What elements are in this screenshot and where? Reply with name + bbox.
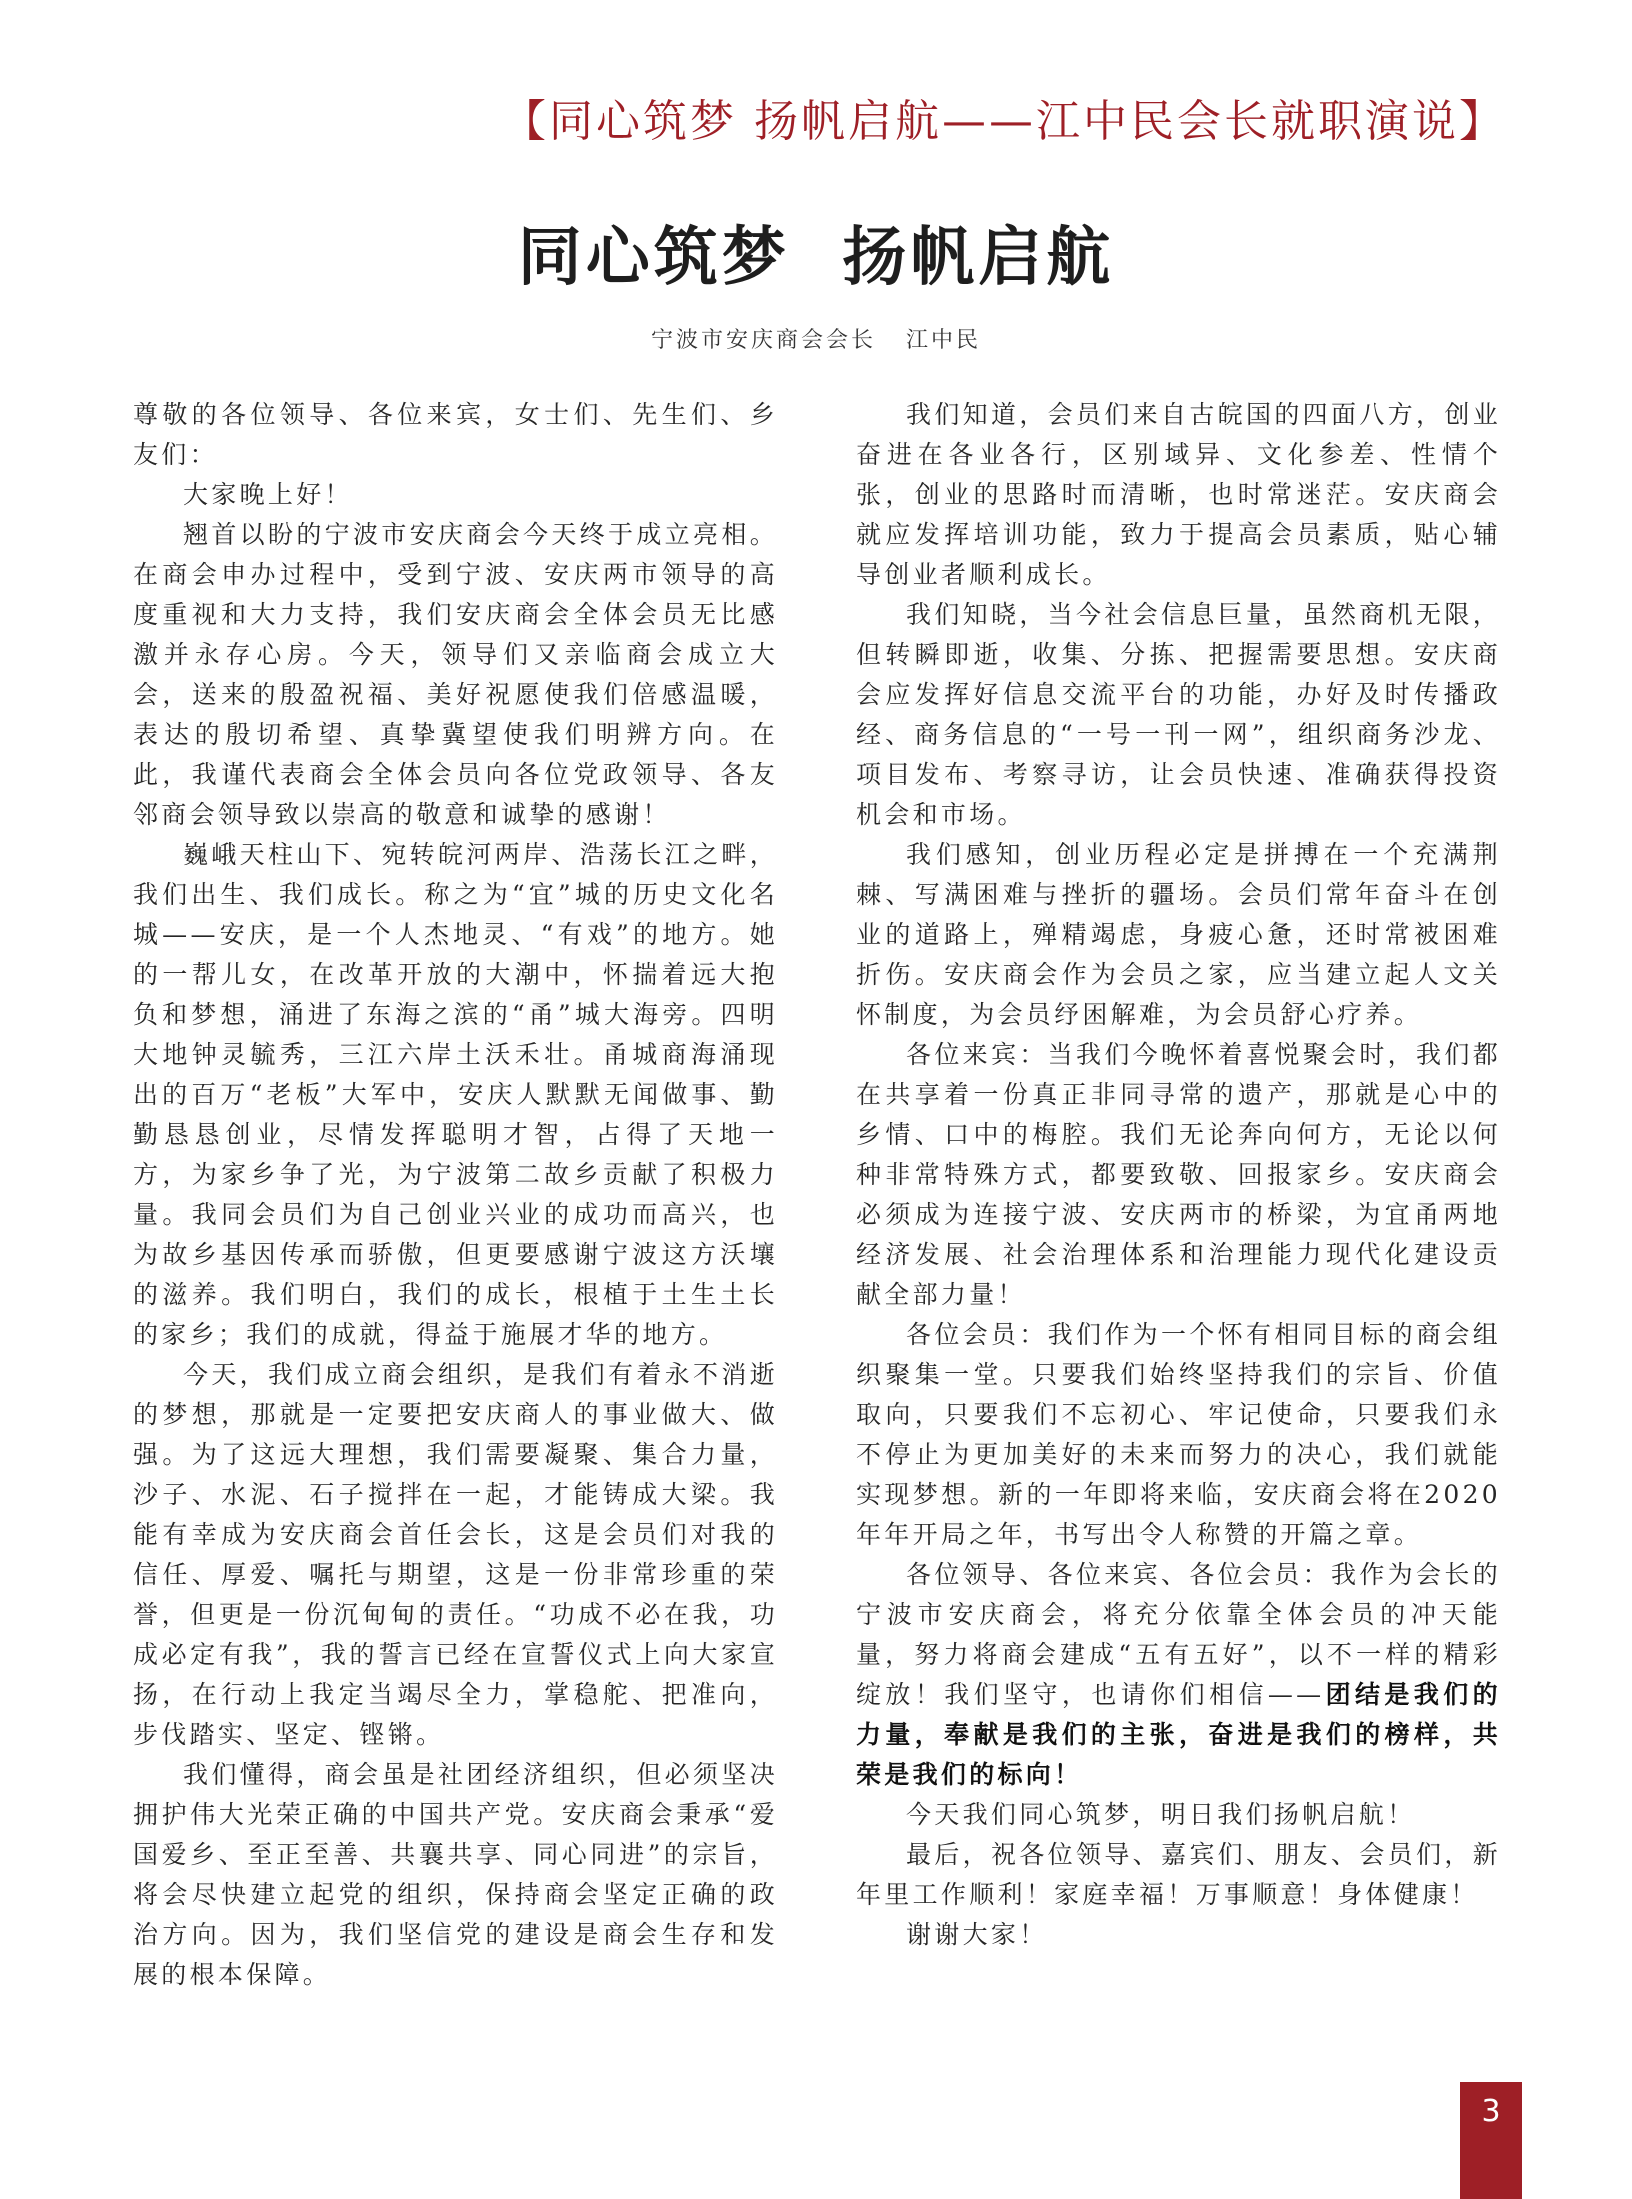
section-header: 【同心筑梦 扬帆启航——江中民会长就职演说】	[502, 96, 1506, 147]
paragraph: 尊敬的各位领导、各位来宾，女士们、先生们、乡友们：	[133, 400, 778, 469]
paragraph	[856, 1555, 1501, 1795]
paragraph: 翘首以盼的宁波市安庆商会今天终于成立亮相。在商会申办过程中，受到宁波、安庆两市领导的高度重视和大力支持，我们安庆商会全体会员无比感激并永存心房。今天，领导们又亲临商会成立大会，送来的殷盈祝福、美好祝愿使我们倍感温暖，表达的殷切希望、真挚冀望使我们明辨方向。在此，我谨代表商会全体会员向各位党政领导、各友邻商会领导致以崇高的敬意和诚挚的感谢！	[133, 520, 778, 829]
paragraph: 巍峨天柱山下、宛转皖河两岸、浩荡长江之畔，我们出生、我们成长。称之为“宜”城的历史文化名城——安庆，是一个人杰地灵、“有戏”的地方。她的一帮儿女，在改革开放的大潮中，怀揣着远大抱负和梦想，涌进了东海之滨的“甬”城大海旁。四明大地钟灵毓秀，三江六岸土沃禾壮。甬城商海涌现出的百万“老板”大军中，安庆人默默无闻做事、勤勤恳恳创业，尽情发挥聪明才智，占得了天地一方，为家乡争了光，为宁波第二故乡贡献了积极力量。我同会员们为自己创业兴业的成功而高兴，也为故乡基因传承而骄傲，但更要感谢宁波这方沃壤的滋养。我们明白，我们的成长，根植于土生土长的家乡；我们的成就，得益于施展才华的地方。	[133, 840, 778, 1349]
paragraph: 今天我们同心筑梦，明日我们扬帆启航！	[906, 1800, 1416, 1829]
paragraph: 最后，祝各位领导、嘉宾们、朋友、会员们，新年里工作顺利！家庭幸福！万事顺意！身体健康！	[856, 1840, 1501, 1909]
paragraph: 我们感知，创业历程必定是拼搏在一个充满荆棘、写满困难与挫折的疆场。会员们常年奋斗在创业的道路上，殚精竭虑，身疲心惫，还时常被困难折伤。安庆商会作为会员之家，应当建立起人文关怀制度，为会员纾困解难，为会员舒心疗养。	[856, 840, 1501, 1029]
page-number: 3	[1460, 2082, 1522, 2199]
paragraph: 我们懂得，商会虽是社团经济组织，但必须坚决拥护伟大光荣正确的中国共产党。安庆商会秉承“爱国爱乡、至正至善、共襄共享、同心同进”的宗旨，将会尽快建立起党的组织，保持商会坚定正确的政治方向。因为，我们坚信党的建设是商会生存和发展的根本保障。	[133, 1760, 778, 1989]
left-column	[133, 395, 778, 1995]
paragraph: 我们知晓，当今社会信息巨量，虽然商机无限，但转瞬即逝，收集、分拣、把握需要思想。安庆商会应发挥好信息交流平台的功能，办好及时传播政经、商务信息的“一号一刊一网”，组织商务沙龙、项目发布、考察寻访，让会员快速、准确获得投资机会和市场。	[856, 600, 1501, 829]
paragraph: 各位会员：我们作为一个怀有相同目标的商会组织聚集一堂。只要我们始终坚持我们的宗旨、价值取向，只要我们不忘初心、牢记使命，只要我们永不停止为更加美好的未来而努力的决心，我们就能实现梦想。新的一年即将来临，安庆商会将在2020年年开局之年，书写出令人称赞的开篇之章。	[856, 1320, 1501, 1549]
paragraph: 今天，我们成立商会组织，是我们有着永不消逝的梦想，那就是一定要把安庆商人的事业做大、做强。为了这远大理想，我们需要凝聚、集合力量，沙子、水泥、石子搅拌在一起，才能铸成大梁。我能有幸成为安庆商会首任会长，这是会员们对我的信任、厚爱、嘱托与期望，这是一份非常珍重的荣誉，但更是一份沉甸甸的责任。“功成不必在我，功成必定有我”，我的誓言已经在宣誓仪式上向大家宣扬，在行动上我定当竭尽全力，掌稳舵、把准向，步伐踏实、坚定、铿锵。	[133, 1360, 778, 1749]
article-title: 同心筑梦 扬帆启航	[517, 221, 1115, 295]
paragraph-text: 各位领导、各位来宾、各位会员：我作为会长的宁波市安庆商会，将充分依靠全体会员的冲天能量，努力将商会建成“五有五好”，以不一样的精彩绽放！我们坚守，也请你们相信——	[856, 1560, 1501, 1709]
paragraph: 谢谢大家！	[906, 1920, 1048, 1949]
paragraph: 各位来宾：当我们今晚怀着喜悦聚会时，我们都在共享着一份真正非同寻常的遗产，那就是心中的乡情、口中的梅腔。我们无论奔向何方，无论以何种非常特殊方式，都要致敬、回报家乡。安庆商会必须成为连接宁波、安庆两市的桥梁，为宜甬两地经济发展、社会治理体系和治理能力现代化建设贡献全部力量！	[856, 1040, 1501, 1309]
author-byline: 宁波市安庆商会会长 江中民	[651, 328, 981, 353]
bold-slogan: 团结是我们的力量，奉献是我们的主张，奋进是我们的榜样，共荣是我们的标向！	[856, 1680, 1501, 1789]
right-column	[856, 395, 1501, 1955]
paragraph: 大家晚上好！	[183, 480, 353, 509]
paragraph: 我们知道，会员们来自古皖国的四面八方，创业奋进在各业各行，区别域异、文化参差、性情个张，创业的思路时而清晰，也时常迷茫。安庆商会就应发挥培训功能，致力于提高会员素质，贴心辅导创业者顺利成长。	[856, 400, 1501, 589]
